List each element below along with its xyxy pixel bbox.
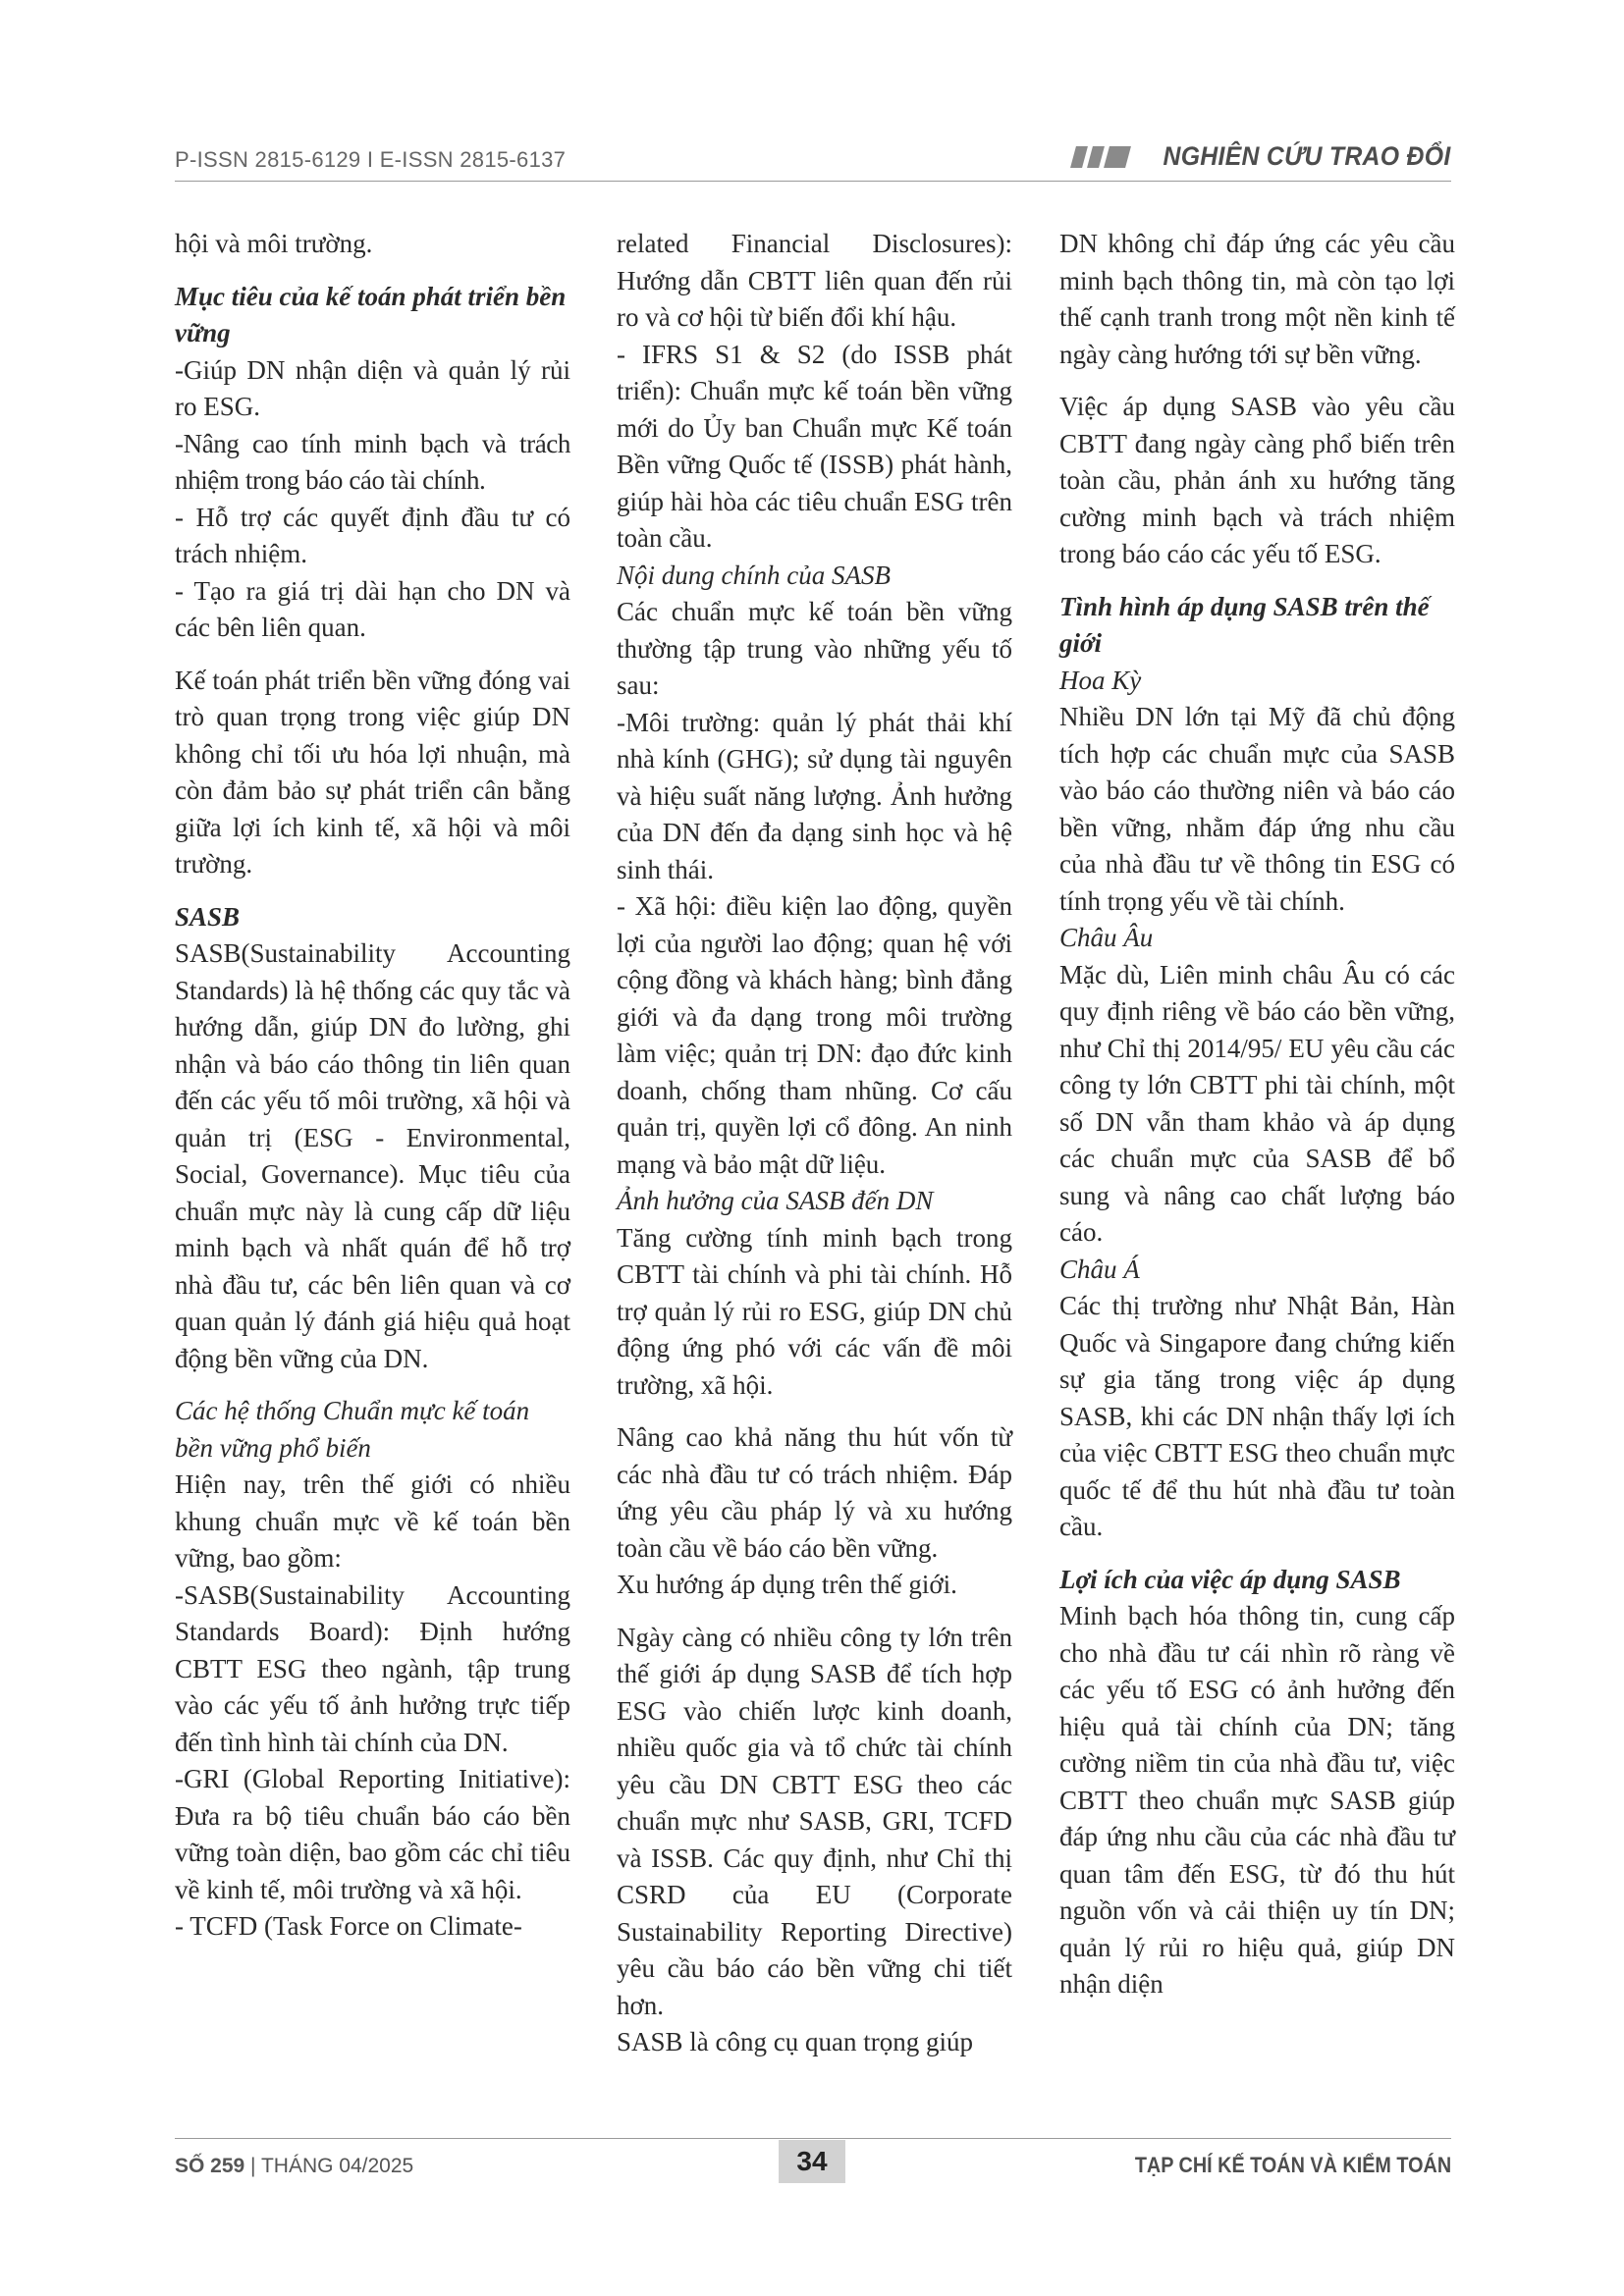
paragraph: Các thị trường như Nhật Bản, Hàn Quốc và Singapore đang chứng kiến sự gia tăng trong việc áp dụng SASB, khi các DN nhận thấy lợi ích của việc CBTT ESG theo chuẩn mực quốc tế để thu hút nhà đầu tư toàn cầu. xyxy=(1059,1291,1455,1541)
bullet: - Hỗ trợ các quyết định đầu tư có trách nhiệm. xyxy=(175,502,570,568)
paragraph: DN không chỉ đáp ứng các yêu cầu minh bạch thông tin, mà còn tạo lợi thế cạnh tranh trong một nền kinh tế ngày càng hướng tới sự bền vững. xyxy=(1059,229,1455,369)
paragraph: Minh bạch hóa thông tin, cung cấp cho nhà đầu tư cái nhìn rõ ràng về các yếu tố ESG có ảnh hưởng đến hiệu quả tài chính của DN; tăng cường niềm tin của nhà đầu tư, việc CBTT theo chuẩn mực SASB giúp đáp ứng nhu cầu của các nhà đầu tư quan tâm đến ESG, từ đó thu hút nguồn vốn và cải thiện uy tín DN; quản lý rủi ro hiệu quả, giúp DN nhận diện xyxy=(1059,1601,1455,1999)
paragraph: hội và môi trường. xyxy=(175,229,373,258)
paragraph: Việc áp dụng SASB vào yêu cầu CBTT đang ngày càng phổ biến trên toàn cầu, phản ánh xu hướng tăng cường minh bạch và trách nhiệm trong báo cáo các yếu tố ESG. xyxy=(1059,392,1455,568)
paragraph: Kế toán phát triển bền vững đóng vai trò quan trọng trong việc giúp DN không chỉ tối ưu hóa lợi nhuận, mà còn đảm bảo sự phát triển cân bằng giữa lợi ích kinh tế, xã hội và môi trường. xyxy=(175,665,570,879)
paragraph: SASB là công cụ quan trọng giúp xyxy=(617,2027,973,2056)
page-number: 34 xyxy=(779,2140,845,2183)
issue-number: SỐ 259 xyxy=(175,2155,245,2177)
column-3 xyxy=(1059,226,1455,2003)
issue-month: THÁNG 04/2025 xyxy=(260,2155,414,2177)
subheading: Các hệ thống Chuẩn mực kế toán bền vững phổ biến xyxy=(175,1396,530,1463)
section-header xyxy=(1073,141,1451,172)
column-1 xyxy=(175,226,570,1946)
bullet: -SASB(Sustainability Accounting Standards Board): Định hướng CBTT ESG theo ngành, tập trung vào các yếu tố ảnh hưởng trực tiếp đến tình hình tài chính của DN. xyxy=(175,1579,570,1757)
footer-separator: | xyxy=(244,2155,261,2177)
paragraph: SASB(Sustainability Accounting Standards) là hệ thống các quy tắc và hướng dẫn, giúp DN đo lường, ghi nhận và báo cáo thông tin liên quan đến các yếu tố môi trường, xã hội và quản trị (ESG - Environmental, Social, Governance). Mục tiêu của chuẩn mực này là cung cấp dữ liệu minh bạch và nhất quán để hỗ trợ nhà đầu tư, các bên liên quan và cơ quan quản lý đánh giá hiệu quả hoạt động bền vững của DN. xyxy=(175,938,570,1373)
paragraph: Các chuẩn mực kế toán bền vững thường tập trung vào những yếu tố sau: xyxy=(617,597,1012,700)
bullet: -Môi trường: quản lý phát thải khí nhà kính (GHG); sử dụng tài nguyên và hiệu suất năng lượng. Ảnh hưởng của DN đến đa dạng sinh học và hệ sinh thái. xyxy=(617,707,1012,884)
issn-header: P-ISSN 2815-6129 I E-ISSN 2815-6137 xyxy=(175,147,567,172)
bullet: - IFRS S1 & S2 (do ISSB phát triển): Chuẩn mực kế toán bền vững mới do Ủy ban Chuẩn mực Kế toán Bền vững Quốc tế (ISSB) phát hành, giúp hài hòa các tiêu chuẩn ESG trên toàn cầu. xyxy=(617,339,1012,553)
section-heading: Tình hình áp dụng SASB trên thế giới xyxy=(1059,591,1430,658)
paragraph: Mặc dù, Liên minh châu Âu có các quy định riêng về báo cáo bền vững, như Chỉ thị 2014/95/ EU yêu cầu các công ty lớn CBTT phi tài chính, một số DN vẫn tham khảo và áp dụng các chuẩn mực của SASB để bổ sung và nâng cao chất lượng báo cáo. xyxy=(1059,959,1455,1247)
bullet: -Nâng cao tính minh bạch và trách nhiệm trong báo cáo tài chính. xyxy=(175,428,570,495)
bullet: - Tạo ra giá trị dài hạn cho DN và các bên liên quan. xyxy=(175,575,570,642)
footer-rule xyxy=(175,2138,1451,2139)
section-heading: Mục tiêu của kế toán phát triển bền vững xyxy=(175,281,567,347)
paragraph: Xu hướng áp dụng trên thế giới. xyxy=(617,1570,957,1599)
bullet: -Giúp DN nhận diện và quản lý rủi ro ESG. xyxy=(175,354,570,421)
paragraph: Nhiều DN lớn tại Mỹ đã chủ động tích hợp các chuẩn mực của SASB vào báo cáo thường niên và báo cáo bền vững, nhằm đáp ứng nhu cầu của nhà đầu tư về thông tin ESG có tính trọng yếu về tài chính. xyxy=(1059,702,1455,916)
paragraph: Hiện nay, trên thế giới có nhiều khung chuẩn mực về kế toán bền vững, bao gồm: xyxy=(175,1469,570,1573)
paragraph: Tăng cường tính minh bạch trong CBTT tài chính và phi tài chính. Hỗ trợ quản lý rủi ro ESG, giúp DN chủ động ứng phó với các vấn đề môi trường, xã hội. xyxy=(617,1222,1012,1400)
subheading: Ảnh hưởng của SASB đến DN xyxy=(617,1186,934,1215)
bullet: - TCFD (Task Force on Climate- xyxy=(175,1911,522,1941)
subheading: Châu Âu xyxy=(1059,923,1154,952)
subheading: Châu Á xyxy=(1059,1254,1140,1284)
header-rule xyxy=(175,181,1451,182)
journal-name: TẠP CHÍ KẾ TOÁN VÀ KIỂM TOÁN xyxy=(1134,2153,1451,2177)
bullet: - Xã hội: điều kiện lao động, quyền lợi của người lao động; quan hệ với cộng đồng và khách hàng; bình đẳng giới và đa dạng trong môi trường làm việc; quản trị DN: đạo đức kinh doanh, chống tham nhũng. Cơ cấu quản trị, quyền lợi cổ đông. An ninh mạng và bảo mật dữ liệu. xyxy=(617,891,1012,1179)
subheading: Nội dung chính của SASB xyxy=(617,560,891,590)
issue-footer xyxy=(175,2155,413,2178)
bullet: -GRI (Global Reporting Initiative): Đưa ra bộ tiêu chuẩn báo cáo bền vững toàn diện, bao gồm các chỉ tiêu về kinh tế, môi trường và xã hội. xyxy=(175,1764,570,1904)
header-bars-icon xyxy=(1073,146,1128,168)
section-heading: Lợi ích của việc áp dụng SASB xyxy=(1059,1564,1401,1594)
bullet: related Financial Disclosures): Hướng dẫn CBTT liên quan đến rủi ro và cơ hội từ biến đổi khí hậu. xyxy=(617,229,1012,332)
subheading: Hoa Kỳ xyxy=(1059,665,1142,695)
paragraph: Nâng cao khả năng thu hút vốn từ các nhà đầu tư có trách nhiệm. Đáp ứng yêu cầu pháp lý và xu hướng toàn cầu về báo cáo bền vững. xyxy=(617,1422,1012,1563)
paragraph: Ngày càng có nhiều công ty lớn trên thế giới áp dụng SASB để tích hợp ESG vào chiến lược kinh doanh, nhiều quốc gia và tổ chức tài chính yêu cầu DN CBTT ESG theo các chuẩn mực như SASB, GRI, TCFD và ISSB. Các quy định, như Chỉ thị CSRD của EU (Corporate Sustainability Reporting Directive) yêu cầu báo cáo bền vững chi tiết hơn. xyxy=(617,1622,1012,2020)
column-2 xyxy=(617,226,1012,2061)
section-title: NGHIÊN CỨU TRAO ĐỔI xyxy=(1163,141,1451,171)
section-heading: SASB xyxy=(175,901,241,932)
